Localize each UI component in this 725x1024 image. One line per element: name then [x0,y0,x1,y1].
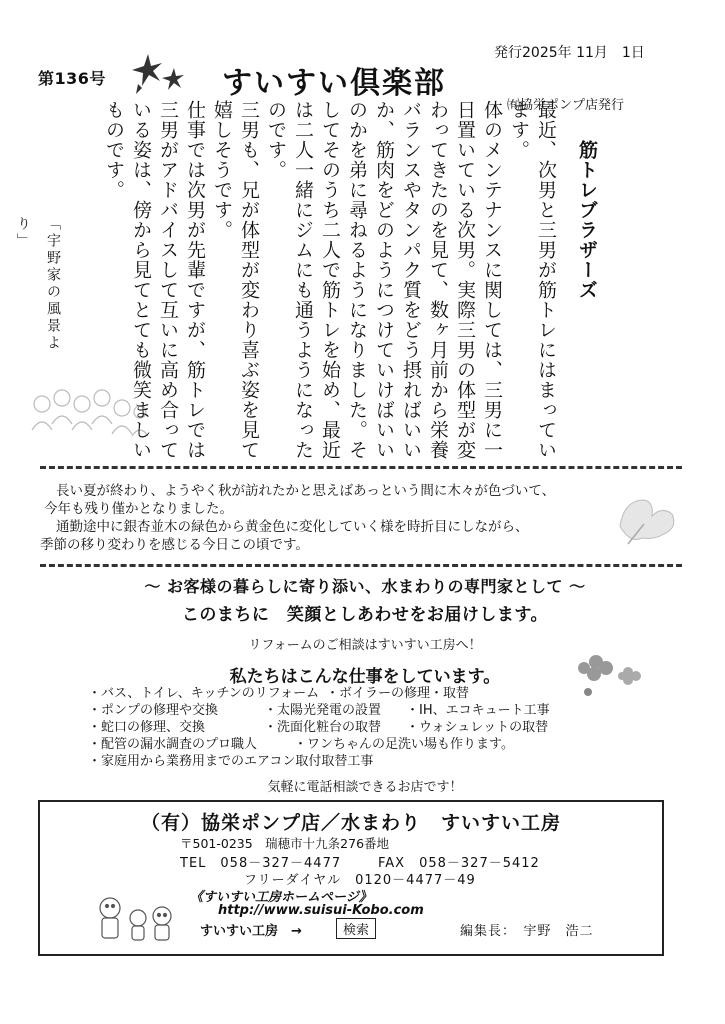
search-button[interactable]: 検索 [336,918,376,939]
service-item: ・ポンプの修理や交換 [88,703,219,718]
services-heading: 私たちはこんな仕事をしています。 [229,667,501,687]
article [103,100,600,470]
service-item: ・配管の漏水調査のプロ職人 [88,737,258,752]
publisher: ㈲協栄ポンプ店発行 [507,98,625,113]
list-item [88,703,648,720]
slogan-line: このまちに 笑顔としあわせをお届けします。 [181,605,549,625]
services-list [88,686,648,771]
article-heading: 筋トレブラザーズ [576,140,598,300]
service-item: ・洗面化粧台の取替 [264,720,382,735]
season-line: 通勤途中に銀杏並木の緑色から黄金色に変化していく様を時折目にしながら、 [56,519,529,535]
slogan-line: ～ お客様の暮らしに寄り添い、水まわりの専門家として ～ [144,577,586,596]
article-paragraph: 体のメンテナンスに関しては、三男に一日置いている次男。実際三男の体型が変わってきたのを見て、数ヶ月前から栄養バランスやタンパク質をどう摂ればいいか、筋肉をどのようにつけていけばいいのかを弟に尋ねるようになりました。そしてそのうち二人で筋トレを始め、最近は二人一緒にジムにも通うようになったのです。 [265,100,503,460]
divider [40,466,682,469]
service-item: ・ボイラーの修理・取替 [326,686,470,701]
issue-number: 第136号 [38,69,106,88]
phone-consult-note: 気軽に電話相談できるお店です！ [267,780,463,795]
homepage-url[interactable]: http://www.suisui-Kobo.com [218,903,424,918]
list-item [88,686,648,703]
article-paragraph: 仕事では次男が先輩ですが、筋トレでは三男がアドバイスして互いに高め合っている姿は、傍から見てとても微笑ましいものです。 [103,100,206,460]
service-item: ・ウォシュレットの取替 [406,720,549,735]
site-label: すいすい工房 → [200,924,302,939]
editor-credit: 編集長： 宇野 浩二 [460,924,594,939]
page-title: すいすい倶楽部 [222,66,446,101]
season-line: 季節の移り変わりを感じる今日この頃です。 [40,537,309,553]
flower-icon [130,50,192,98]
company-address: 〒501-0235 瑞穂市十九条276番地 [180,836,390,851]
service-item: ・太陽光発電の設置 [264,703,382,718]
mascot-icon [94,892,176,946]
season-line: 長い夏が終わり、ようやく秋が訪れたかと思えばあっという間に木々が色づいて、 [56,483,556,499]
service-item: ・ワンちゃんの足洗い場も作ります。 [294,737,514,752]
season-line: 今年も残り僅かとなりました。 [44,501,233,517]
list-item [88,737,648,754]
service-item: ・バス、トイレ、キッチンのリフォーム [88,686,320,701]
divider [40,564,682,567]
list-item [88,720,648,737]
phone-number: TEL 058－327－4477 [180,856,342,871]
service-item: ・家庭用から業務用までのエアコン取付取替工事 [88,754,374,769]
reform-consult-text: リフォームのご相談はすいすい工房へ！ [248,638,482,653]
company-name: （有）協栄ポンプ店／水まわり すいすい工房 [140,812,561,834]
article-paragraph: 三男も、兄が体型が変わり喜ぶ姿を見て嬉しそうです。 [211,100,260,460]
article-paragraph: 最近、次男と三男が筋トレにはまっています。 [508,100,557,460]
publish-date: 発行2025年 11月 1日 [494,45,645,61]
homepage-label: 《すいすい工房ホームページ》 [190,890,372,905]
side-caption: 「宇野家の風景より」 [15,216,61,352]
service-item: ・IH、エコキュート工事 [406,703,550,718]
free-dial-number: フリーダイヤル 0120－4477－49 [244,873,476,888]
list-item [88,754,648,771]
season-text [40,482,600,554]
ginkgo-leaf-icon [614,494,680,552]
company-info-box [38,800,664,956]
service-item: ・蛇口の修理、交換 [88,720,206,735]
fax-number: FAX 058－327－5412 [378,856,540,871]
